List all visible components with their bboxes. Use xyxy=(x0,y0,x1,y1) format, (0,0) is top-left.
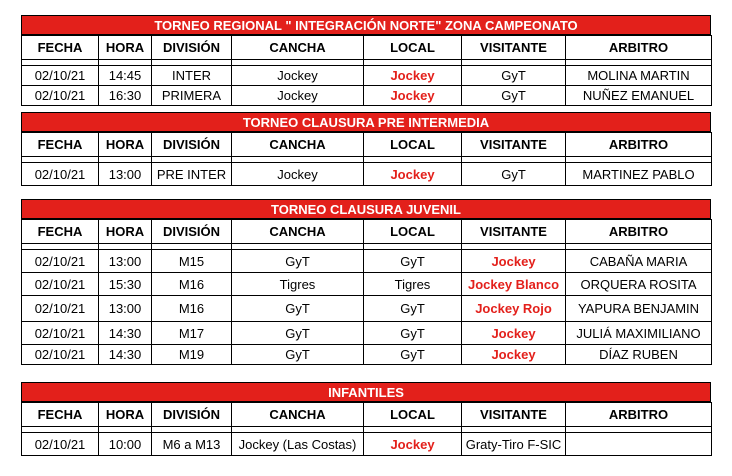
section-title: TORNEO REGIONAL " INTEGRACIÓN NORTE" ZONA CAMPEONATO xyxy=(21,15,711,35)
col-visitante: VISITANTE xyxy=(462,403,566,427)
col-arbitro: ARBITRO xyxy=(566,133,712,157)
col-hora: HORA xyxy=(99,220,152,244)
fixture-table xyxy=(21,35,712,106)
cell-visitante: Jockey xyxy=(462,250,566,273)
cell-fecha: 02/10/21 xyxy=(22,322,99,345)
cell-arbitro: CABAÑA MARIA xyxy=(566,250,712,273)
table-row xyxy=(22,296,712,322)
col-hora: HORA xyxy=(99,403,152,427)
col-division: DIVISIÓN xyxy=(152,133,232,157)
fixture-table xyxy=(21,402,712,456)
cell-fecha: 02/10/21 xyxy=(22,345,99,365)
table-row xyxy=(22,66,712,86)
cell-visitante: GyT xyxy=(462,66,566,86)
col-hora: HORA xyxy=(99,36,152,60)
cell-visitante: GyT xyxy=(462,163,566,186)
cell-arbitro: JULIÁ MAXIMILIANO xyxy=(566,322,712,345)
header-row xyxy=(22,403,712,427)
cell-arbitro: ORQUERA ROSITA xyxy=(566,273,712,296)
fixture-table xyxy=(21,132,712,186)
header-row xyxy=(22,36,712,60)
cell-division: PRE INTER xyxy=(152,163,232,186)
cell-cancha: Jockey xyxy=(232,163,364,186)
section-infantiles xyxy=(21,382,711,456)
col-division: DIVISIÓN xyxy=(152,403,232,427)
cell-hora: 13:00 xyxy=(99,250,152,273)
col-fecha: FECHA xyxy=(22,36,99,60)
col-visitante: VISITANTE xyxy=(462,220,566,244)
cell-division: M19 xyxy=(152,345,232,365)
cell-fecha: 02/10/21 xyxy=(22,273,99,296)
section-title: TORNEO CLAUSURA PRE INTERMEDIA xyxy=(21,112,711,132)
col-fecha: FECHA xyxy=(22,403,99,427)
cell-visitante: Jockey Rojo xyxy=(462,296,566,322)
table-row xyxy=(22,250,712,273)
col-division: DIVISIÓN xyxy=(152,220,232,244)
header-row xyxy=(22,133,712,157)
cell-cancha: GyT xyxy=(232,250,364,273)
cell-cancha: Tigres xyxy=(232,273,364,296)
cell-arbitro: YAPURA BENJAMIN xyxy=(566,296,712,322)
col-division: DIVISIÓN xyxy=(152,36,232,60)
cell-visitante: Jockey Blanco xyxy=(462,273,566,296)
cell-arbitro: MOLINA MARTIN xyxy=(566,66,712,86)
col-visitante: VISITANTE xyxy=(462,133,566,157)
cell-hora: 15:30 xyxy=(99,273,152,296)
cell-arbitro: NUÑEZ EMANUEL xyxy=(566,86,712,106)
table-row xyxy=(22,163,712,186)
section-campeonato xyxy=(21,15,711,106)
cell-cancha: GyT xyxy=(232,322,364,345)
cell-hora: 16:30 xyxy=(99,86,152,106)
cell-fecha: 02/10/21 xyxy=(22,296,99,322)
cell-local: Jockey xyxy=(364,66,462,86)
cell-local: GyT xyxy=(364,296,462,322)
cell-visitante: GyT xyxy=(462,86,566,106)
cell-visitante: Jockey xyxy=(462,345,566,365)
table-row xyxy=(22,345,712,365)
table-row xyxy=(22,433,712,456)
section-title: TORNEO CLAUSURA JUVENIL xyxy=(21,199,711,219)
col-local: LOCAL xyxy=(364,403,462,427)
col-hora: HORA xyxy=(99,133,152,157)
cell-hora: 13:00 xyxy=(99,296,152,322)
col-arbitro: ARBITRO xyxy=(566,403,712,427)
cell-fecha: 02/10/21 xyxy=(22,250,99,273)
col-local: LOCAL xyxy=(364,36,462,60)
cell-local: GyT xyxy=(364,322,462,345)
table-row xyxy=(22,86,712,106)
cell-hora: 10:00 xyxy=(99,433,152,456)
cell-local: Tigres xyxy=(364,273,462,296)
cell-visitante: Graty-Tiro F-SIC xyxy=(462,433,566,456)
cell-division: M6 a M13 xyxy=(152,433,232,456)
fixture-table xyxy=(21,219,712,365)
col-local: LOCAL xyxy=(364,220,462,244)
cell-local: GyT xyxy=(364,250,462,273)
section-pre-intermedia xyxy=(21,112,711,186)
cell-local: Jockey xyxy=(364,433,462,456)
table-row xyxy=(22,273,712,296)
cell-division: M16 xyxy=(152,296,232,322)
cell-division: M16 xyxy=(152,273,232,296)
cell-cancha: GyT xyxy=(232,345,364,365)
col-fecha: FECHA xyxy=(22,133,99,157)
cell-fecha: 02/10/21 xyxy=(22,86,99,106)
col-cancha: CANCHA xyxy=(232,133,364,157)
cell-arbitro: DÍAZ RUBEN xyxy=(566,345,712,365)
cell-hora: 13:00 xyxy=(99,163,152,186)
col-cancha: CANCHA xyxy=(232,403,364,427)
cell-visitante: Jockey xyxy=(462,322,566,345)
section-juvenil xyxy=(21,199,711,365)
section-title: INFANTILES xyxy=(21,382,711,402)
cell-cancha: Jockey xyxy=(232,86,364,106)
cell-hora: 14:45 xyxy=(99,66,152,86)
col-arbitro: ARBITRO xyxy=(566,36,712,60)
cell-local: Jockey xyxy=(364,163,462,186)
cell-division: PRIMERA xyxy=(152,86,232,106)
cell-arbitro: MARTINEZ PABLO xyxy=(566,163,712,186)
cell-cancha: Jockey xyxy=(232,66,364,86)
cell-hora: 14:30 xyxy=(99,345,152,365)
cell-cancha: GyT xyxy=(232,296,364,322)
col-cancha: CANCHA xyxy=(232,36,364,60)
cell-local: Jockey xyxy=(364,86,462,106)
cell-fecha: 02/10/21 xyxy=(22,163,99,186)
col-local: LOCAL xyxy=(364,133,462,157)
cell-division: M17 xyxy=(152,322,232,345)
col-arbitro: ARBITRO xyxy=(566,220,712,244)
cell-fecha: 02/10/21 xyxy=(22,433,99,456)
col-visitante: VISITANTE xyxy=(462,36,566,60)
cell-hora: 14:30 xyxy=(99,322,152,345)
col-fecha: FECHA xyxy=(22,220,99,244)
table-row xyxy=(22,322,712,345)
cell-division: INTER xyxy=(152,66,232,86)
col-cancha: CANCHA xyxy=(232,220,364,244)
cell-division: M15 xyxy=(152,250,232,273)
cell-arbitro xyxy=(566,433,712,456)
header-row xyxy=(22,220,712,244)
cell-fecha: 02/10/21 xyxy=(22,66,99,86)
cell-cancha: Jockey (Las Costas) xyxy=(232,433,364,456)
cell-local: GyT xyxy=(364,345,462,365)
